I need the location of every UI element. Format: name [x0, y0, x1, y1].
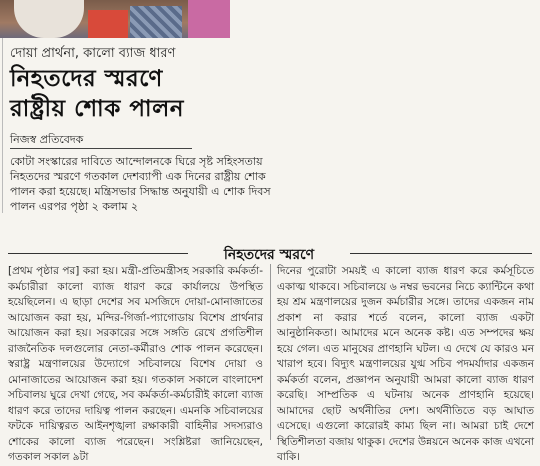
headline — [10, 64, 270, 124]
byline: নিজস্ব প্রতিবেদক — [10, 133, 84, 146]
column-divider — [270, 264, 271, 440]
banner-divider-right — [350, 253, 532, 254]
column-rule — [2, 38, 3, 213]
kicker: দোয়া প্রার্থনা, কালো ব্যাজ ধারণ — [10, 46, 176, 61]
body-column-2 — [277, 264, 534, 466]
continuation-heading: নিহতদের স্মরণে — [223, 247, 315, 263]
body-text: দিনের পুরোটা সময়ই এ কালো ব্যাজ ধারণ করে কর্মসূচিতে একাত্ম থাকবে। সচিবালয়ে ৬ নম্বর ভবনের নিচে ক্যান্টিনে কথা হয় শ্রম মন্ত্রণালয়ের দুজন কর্মচারীর সঙ্গে। তাদের একজন নাম প্রকাশ না করার শর্তে বলেন, কালো ব্যাজ একটা আনুষ্ঠানিকতা। আমাদের মনে অনেক কষ্ট। এত সম্পদের ক্ষয় হয়ে গেল। এত মানুষের প্রাণহানি ঘটল। এ দেখে যে কারও মন খারাপ হবে। বিদ্যুৎ মন্ত্রণালয়ের যুগ্ম সচিব পদমর্যাদার একজন কর্মকর্তা বলেন, প্রজ্ঞাপন অনুযায়ী আমরা কালো ব্যাজ ধারণ করেছি। সাম্প্রতিক এ ঘটনায় অনেক প্রাণহানি হয়েছে। আমাদের ছোট অর্থনীতির দেশ। অর্থনীতিতে বড় আঘাত এসেছে। এগুলো কারোরই কাম্য ছিল না। আমরা চাই দেশে স্থিতিশীলতা বজায় থাকুক। দেশের উন্নয়নে অনেক কাজ এখনো বাকি। — [277, 265, 534, 463]
banner-divider-left — [8, 253, 188, 254]
headline-line-2: রাষ্ট্রীয় শোক পালন — [10, 96, 184, 122]
news-photo — [0, 0, 230, 38]
photo-red-cloth — [88, 10, 128, 38]
photo-prayer-mat — [130, 6, 182, 38]
body-text: [প্রথম পৃষ্ঠার পর] করা হয়। মন্ত্রী-প্রতিমন্ত্রীসহ সরকারি কর্মকর্তা-কর্মচারীরা কালো ব্যাজ ধারণ করে কার্যালয়ে উপস্থিত হয়েছিলেন। এ ছাড়া দেশের সব মসজিদে দোয়া-মোনাজাতের আয়োজন করা হয়, মন্দির-গির্জা-প্যাগোডায় বিশেষ প্রার্থনার আয়োজন করা হয়। সরকারের সঙ্গে সঙ্গতি রেখে প্রগতিশীল রাজনৈতিক দলগুলোর নেতা-কর্মীরাও শোক পালন করেছেন। স্বরাষ্ট্র মন্ত্রণালয়ের উদ্যোগে সচিবালয়ে বিশেষ দোয়া ও মোনাজাতের আয়োজন করা হয়। গতকাল সকালে বাংলাদেশ সচিবালয় ঘুরে দেখা গেছে, সব কর্মকর্তা-কর্মচারীই কালো ব্যাজ ধারণ করে তাদের দায়িত্ব পালন করছেন। এমনকি সচিবালয়ের ফটকে দায়িত্বরত আইনশৃঙ্খলা রক্ষাকারী বাহিনীর সদস্যরাও শোকের কালো ব্যাজ পরেছেন। সংশ্লিষ্টরা জানিয়েছেন, গতকাল সকাল ৯টা — [8, 265, 263, 463]
photo-pink-figure — [188, 0, 230, 38]
byline-divider — [10, 148, 192, 149]
lead-paragraph: কোটা সংস্কারের দাবিতে আন্দোলনকে ঘিরে সৃষ্ট সহিংসতায় নিহতদের স্মরণে গতকাল দেশব্যাপী এক দিনের রাষ্ট্রীয় শোক পালন করা হয়েছে। মন্ত্রিসভার সিদ্ধান্ত অনুযায়ী এ শোক দিবস পালন এরপর পৃষ্ঠা ২ কলাম ২ — [10, 155, 271, 213]
photo-figure — [14, 0, 84, 38]
body-column-1 — [8, 264, 263, 466]
headline-line-1: নিহতদের স্মরণে — [10, 66, 163, 92]
